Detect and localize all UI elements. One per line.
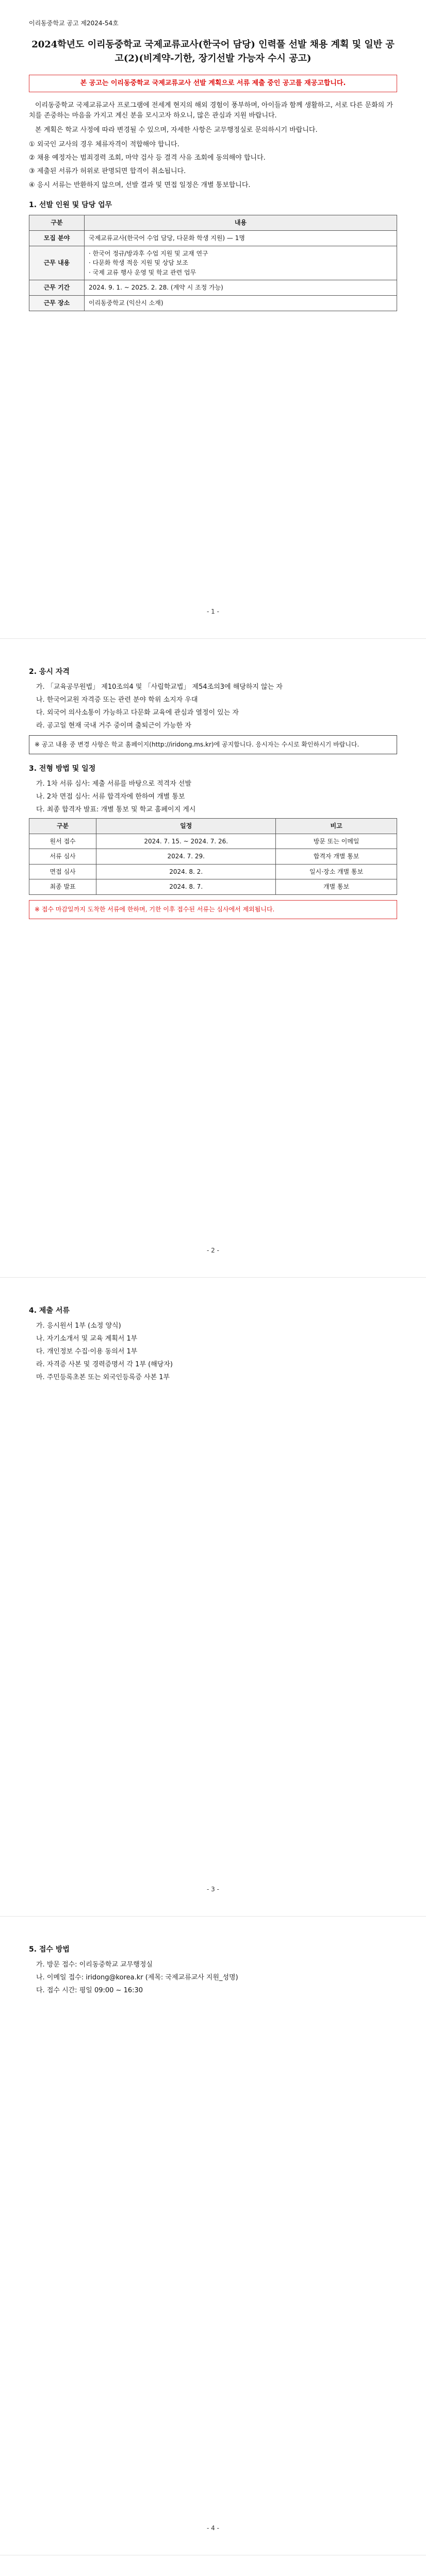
section-title: 1. 선발 인원 및 담당 업무 — [29, 200, 112, 209]
section-title: 2. 응시 자격 — [29, 668, 70, 676]
page-2 — [0, 639, 426, 1278]
table-row — [29, 864, 397, 879]
page-title: 2024학년도 이리동중학교 국제교류교사(한국어 담당) 인력풀 선발 채용 계획 및 일반 공고(2)(비계약-기한, 장기선발 가능자 수시 공고) — [31, 39, 395, 64]
schedule-table — [29, 818, 397, 895]
section-title: 5. 접수 방법 — [29, 1945, 70, 1954]
table-cell: 2024. 8. 7. — [96, 879, 276, 895]
table-cell: 2024. 9. 1. ~ 2025. 2. 28. (계약 시 조정 가능) — [85, 280, 397, 296]
text-line: 라. 공고일 현재 국내 거주 중이며 출퇴근이 가능한 자 — [36, 722, 191, 730]
text-line: 마. 주민등록초본 또는 외국인등록증 사본 1부 — [36, 1374, 170, 1382]
table-cell: 방문 또는 이메일 — [276, 834, 397, 849]
table-row — [29, 215, 397, 231]
table-cell: 개별 통보 — [276, 879, 397, 895]
table-header: 일정 — [96, 818, 276, 834]
table-cell: 일시·장소 개별 통보 — [276, 864, 397, 879]
text-line: 나. 2차 면접 심사: 서류 합격자에 한하여 개별 통보 — [36, 792, 185, 801]
text-line: 다. 외국어 의사소통이 가능하고 다문화 교육에 관심과 열정이 있는 자 — [36, 708, 239, 717]
table-header: 내용 — [85, 215, 397, 231]
table-row — [29, 879, 397, 895]
page-3 — [0, 1278, 426, 1917]
bullet-item: ④ 응시 서류는 반환하지 않으며, 선발 결과 및 면접 일정은 개별 통보합니다. — [29, 181, 251, 189]
page-number: - 2 - — [207, 1247, 219, 1255]
table-cell: 원서 접수 — [29, 834, 96, 849]
table-row — [29, 834, 397, 849]
table-cell: 합격자 개별 통보 — [276, 849, 397, 865]
text-line: 나. 자기소개서 및 교육 계획서 1부 — [36, 1334, 138, 1343]
page-number: - 4 - — [207, 2524, 219, 2532]
table-cell: 서류 심사 — [29, 849, 96, 865]
bullet-item: ③ 제출된 서류가 허위로 판명되면 합격이 취소됩니다. — [29, 167, 186, 176]
intro-paragraph: 본 계획은 학교 사정에 따라 변경될 수 있으며, 자세한 사항은 교무행정실로 문의하시기 바랍니다. — [35, 126, 318, 134]
table-cell: 국제교류교사(한국어 수업 담당, 다문화 학생 지원) — 1명 — [85, 231, 397, 246]
bullet-item: ① 외국인 교사의 경우 체류자격이 적합해야 합니다. — [29, 141, 179, 149]
section-title: 4. 제출 서류 — [29, 1307, 70, 1315]
recruit-table — [29, 215, 397, 311]
text-line: 다. 접수 시간: 평일 09:00 ~ 16:30 — [36, 1986, 143, 1994]
page-number: - 1 - — [207, 608, 219, 616]
table-label: 근무 기간 — [29, 280, 85, 296]
info-box: ※ 공고 내용 중 변경 사항은 학교 홈페이지(http://iridong.ms.kr)에 공지합니다. 응시자는 수시로 확인하시기 바랍니다. — [29, 735, 397, 754]
table-cell: 2024. 7. 29. — [96, 849, 276, 865]
section-title: 3. 전형 방법 및 일정 — [29, 764, 96, 773]
table-cell: · 한국어 정규/방과후 수업 지원 및 교재 연구 · 다문화 학생 적응 지원 및 상담 보조 · 국제 교류 행사 운영 및 학교 관련 업무 — [85, 246, 397, 280]
text-line: 다. 최종 합격자 발표: 개별 통보 및 학교 홈페이지 게시 — [36, 805, 196, 814]
text-line: 가. 방문 접수: 이리동중학교 교무행정실 — [36, 1960, 153, 1969]
table-header: 구분 — [29, 215, 85, 231]
red-notice: 본 공고는 이리동중학교 국제교류교사 선발 계획으로 서류 제출 중인 공고를 재공고합니다. — [29, 75, 397, 92]
text-line: 다. 개인정보 수집·이용 동의서 1부 — [36, 1347, 138, 1355]
text-line: 가. 「교육공무원법」 제10조의4 및 「사립학교법」 제54조의3에 해당하지 않는 자 — [36, 683, 283, 691]
intro-section — [29, 100, 397, 135]
table-row — [29, 246, 397, 280]
announcement-number: 이리동중학교 공고 제2024-54호 — [29, 20, 119, 27]
table-header: 비고 — [276, 818, 397, 834]
table-row — [29, 849, 397, 865]
page-number: - 3 - — [207, 1886, 219, 1893]
table-row — [29, 280, 397, 296]
red-warning-box: ※ 접수 마감일까지 도착한 서류에 한하며, 기한 이후 접수된 서류는 심사에서 제외됩니다. — [29, 900, 397, 919]
table-cell: 면접 심사 — [29, 864, 96, 879]
page-5 — [0, 2555, 426, 2576]
bullet-item: ② 채용 예정자는 범죄경력 조회, 마약 검사 등 결격 사유 조회에 동의해야 합니다. — [29, 154, 266, 162]
table-cell: 이리동중학교 (익산시 소재) — [85, 295, 397, 311]
table-label: 모집 분야 — [29, 231, 85, 246]
text-line: 가. 응시원서 1부 (소정 양식) — [36, 1321, 121, 1330]
text-line: 가. 1차 서류 심사: 제출 서류를 바탕으로 적격자 선발 — [36, 779, 192, 788]
table-label: 근무 장소 — [29, 295, 85, 311]
table-label: 근무 내용 — [29, 246, 85, 280]
text-line: 나. 한국어교원 자격증 또는 관련 분야 학위 소지자 우대 — [36, 696, 198, 704]
table-cell: 최종 발표 — [29, 879, 96, 895]
table-cell: 2024. 7. 15. ~ 2024. 7. 26. — [96, 834, 276, 849]
table-row — [29, 818, 397, 834]
table-header: 구분 — [29, 818, 96, 834]
table-cell: 2024. 8. 2. — [96, 864, 276, 879]
page-4 — [0, 1917, 426, 2555]
table-row — [29, 231, 397, 246]
table-row — [29, 295, 397, 311]
page-1 — [0, 0, 426, 639]
text-line: 나. 이메일 접수: iridong@korea.kr (제목: 국제교류교사 지원_성명) — [36, 1973, 238, 1981]
intro-paragraph: 이리동중학교 국제교류교사 프로그램에 전세계 현지의 해외 경험이 풍부하며, 아이들과 함께 생활하고, 서로 다른 문화의 가치를 존중하는 마음을 가지고 계신 분을 모시고자 하오니, 많은 관심과 지원 바랍니다. — [29, 101, 394, 120]
text-line: 라. 자격증 사본 및 경력증명서 각 1부 (해당자) — [36, 1361, 173, 1369]
